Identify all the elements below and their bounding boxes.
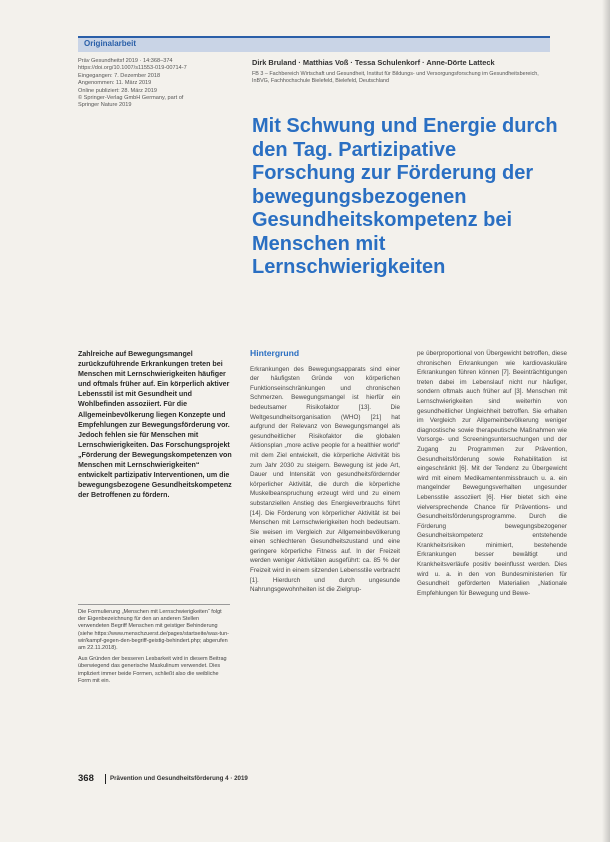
meta-accepted: Angenommen: 11. März 2019 [78, 80, 152, 87]
author-affiliation: FB 3 – Fachbereich Wirtschaft und Gesundheit, Institut für Bildungs- und Versorgungsforschung im Gesundheitsbereich, InBVG, Fachhochschule Bielefeld, Bielefeld, Deutschland [252, 71, 539, 84]
article-metadata [78, 58, 238, 110]
section-label: Originalarbeit [84, 39, 137, 48]
page-number: 368 [78, 773, 94, 784]
journal-name: Prävention und Gesundheitsförderung 4 · 2019 [110, 775, 248, 782]
meta-received: Eingegangen: 7. Dezember 2018 [78, 72, 161, 79]
section-tag [78, 36, 550, 52]
meta-published: Online publiziert: 28. März 2019 [78, 87, 157, 94]
meta-citation: Präv Gesundheitsf 2019 · 14:368–374 [78, 58, 173, 64]
section-heading: Hintergrund [250, 348, 300, 358]
body-text-1: Erkrankungen des Bewegungsapparats sind einer der häufigsten Gründe von körperlichen Funktionseinschränkungen und chronischen Schmerzen. Bewegungsmangel ist hierfür ein bedeutsamer Risikofaktor [13]. Die Weltgesundheitsorganisation (WHO) [21] hat aufgrund der Relevanz von Bewegungsmangel als gesundheitlicher Risikofaktor die globalen Aktionsplan „more active people for a healthier world“ mit dem Ziel entwickelt, die körperliche Aktivität bis zum Jahr 2030 zu steigern. Bewegung ist jede Art, Dauer und Intensität von gesundheitsfördernder körperlicher Aktivität, die durch die körperliche Muskelbeanspruchung erzeugt wird und zu einem substanziellen Anstieg des Energieverbrauchs führt [14]. Die Förderung von körperlicher Aktivität ist bei Menschen mit Lernschwierigkeiten hoch bedeutsam. Sie weisen im Vergleich zur Allgemeinbevölkerung einen schlechteren Gesundheitszustand und eine geringere körperliche Fitness auf. In der Freizeit werden weniger Aktivitäten ausgeführt: ca. 85 % der Freizeit wird in einem sitzenden Lebensstile verbracht [1]. Hierdurch und durch ungesunde Nahrungsgewohnheiten ist die Zielgrup- [250, 365, 400, 594]
body-column-1 [250, 349, 400, 595]
body-column-2 [417, 349, 567, 598]
abstract: Zahlreiche auf Bewegungsmangel zurückzuführende Erkrankungen treten bei Menschen mit Lernschwierigkeiten häufiger und oftmals früher auf. Ein körperlich aktiver Lebensstil ist mit Gesundheit und Wohlbefinden assoziiert. Für die Allgemeinbevölkerung liegen Konzepte und Empfehlungen zur Bewegungsförderung vor. Jedoch fehlen sie für Menschen mit Lernschwierigkeiten. Das Forschungsprojekt „Förderung der Bewegungskompetenzen von Menschen mit Lernschwierigkeiten“ entwickelt partizipativ Interventionen, um die bewegungsbezogene Gesundheitskompetenz der Betroffenen zu fördern. [78, 350, 232, 500]
page-footer [78, 773, 378, 785]
author-list: Dirk Bruland · Matthias Voß · Tessa Schulenkorf · Anne-Dörte Latteck [252, 58, 495, 67]
scan-edge-shadow [602, 0, 610, 842]
meta-copyright: © Springer-Verlag GmbH Germany, part of [78, 95, 184, 102]
footer-divider [105, 774, 106, 784]
footnote-gender: Aus Gründen der besseren Lesbarkeit wird in diesem Beitrag überwiegend das generische Maskulinum verwendet. Dies impliziert immer beide Formen, schließt also die weibliche Form mit ein. [78, 656, 227, 684]
article-title: Mit Schwung und Energie durch den Tag. Partizipative Forschung zur Förderung der bewegungsbezogenen Gesundheitskompetenz bei Menschen mit Lernschwierigkeiten [252, 115, 558, 278]
meta-copyright-2: Springer Nature 2019 [78, 102, 132, 109]
meta-doi: https://doi.org/10.1007/s11553-019-00714-7 [78, 65, 187, 72]
footnote-terminology: Die Formulierung „Menschen mit Lernschwierigkeiten“ folgt der Eigenbezeichnung für den an anderen Stellen verwendeten Begriff Menschen mit geistiger Behinderung (siehe https://www.menschzuerst.de/pages/startseite/was-tun-wir/kampf-gegen-den-begriff-geistig-behindert.php; abgerufen am 22.11.2018). [78, 609, 230, 652]
footnotes [78, 604, 230, 689]
body-text-2: pe überproportional von Übergewicht betroffen, diese chronischen Erkrankungen wie kardiovaskuläre Erkrankungen führen können [7]. Beeinträchtigungen treten dabei im Lebenslauf nicht nur häufiger, sondern oftmals auch früher auf [3]. Menschen mit Lernschwierigkeiten sind weiterhin von gesundheitlicher Ungleichheit betroffen. Sie erhalten im Vergleich zur Allgemeinbevölkerung weniger diagnostische sowie therapeutische Maßnahmen wie Vorsorge- und Screeningsuntersuchungen und der Zugang zu Programmen zur Prävention, Gesundheitsförderung sowie Rehabilitation ist eingeschränkt [6]. Mit der Tendenz zu Übergewicht wird mit einem Medikamentenmissbrauch u. a. ein mangelnder Bewegungsverhalten ungesunder Lebensstile assoziiert [6]. Hier bietet sich eine vielversprechende Chance für Präventions- und Gesundheitsförderungsprogramme. Durch die Förderung bewegungsbezogener Gesundheitskompetenz entstehende Krankheitsrisiken minimiert, bestehende Erkrankungen besser bewältigt und Krankheitsverläufe positiv beeinflusst werden. Dies wird u. a. in den von Bundesministerien für Gesundheit geförderten Materialien „Nationale Empfehlungen für Bewegung und Bewe- [417, 350, 567, 597]
